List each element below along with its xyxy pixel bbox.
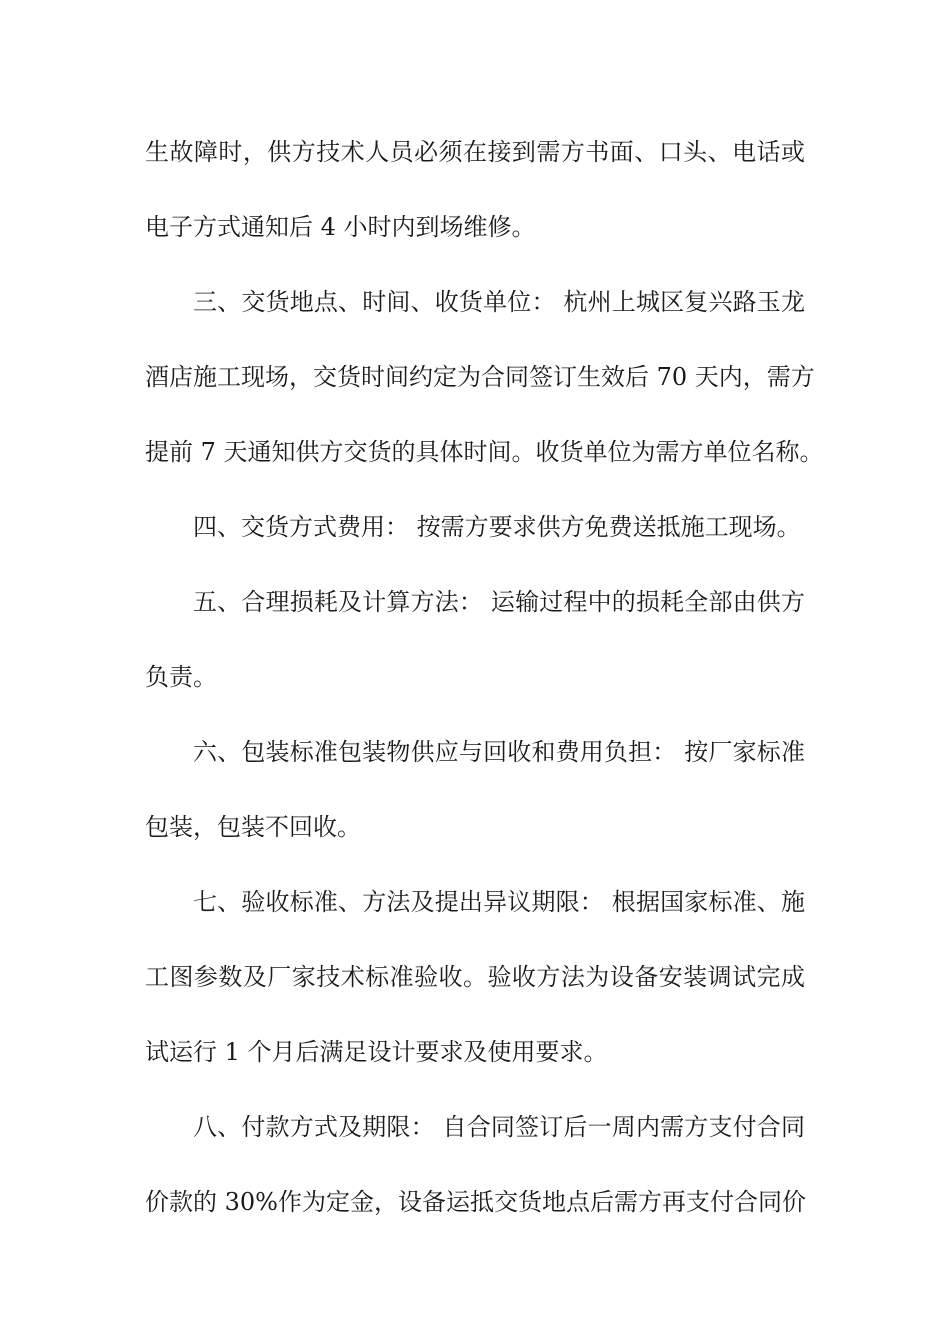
section-five-heading: 五、合理损耗及计算方法： 运输过程中的损耗全部由供方 <box>193 588 805 616</box>
text-line: 工图参数及厂家技术标准验收。验收方法为设备安装调试完成 <box>145 963 805 991</box>
text-line: 价款的 30%作为定金，设备运抵交货地点后需方再支付合同价 <box>145 1188 806 1216</box>
section-six-heading: 六、包装标准包装物供应与回收和费用负担： 按厂家标准 <box>193 738 805 766</box>
text-line: 负责。 <box>145 663 217 691</box>
text-line: 电子方式通知后 4 小时内到场维修。 <box>145 213 536 241</box>
text-line: 生故障时，供方技术人员必须在接到需方书面、口头、电话或 <box>145 138 805 166</box>
section-seven-heading: 七、验收标准、方法及提出异议期限： 根据国家标准、施 <box>193 888 805 916</box>
text-line: 提前 7 天通知供方交货的具体时间。收货单位为需方单位名称。 <box>145 438 824 466</box>
section-four-heading: 四、交货方式费用： 按需方要求供方免费送抵施工现场。 <box>193 513 801 541</box>
text-line: 试运行 1 个月后满足设计要求及使用要求。 <box>145 1038 608 1066</box>
section-three-heading: 三、交货地点、时间、收货单位： 杭州上城区复兴路玉龙 <box>193 288 805 316</box>
text-line: 包装，包装不回收。 <box>145 813 361 841</box>
section-eight-heading: 八、付款方式及期限： 自合同签订后一周内需方支付合同 <box>193 1113 805 1141</box>
text-line: 酒店施工现场，交货时间约定为合同签订生效后 70 天内，需方 <box>145 363 815 391</box>
